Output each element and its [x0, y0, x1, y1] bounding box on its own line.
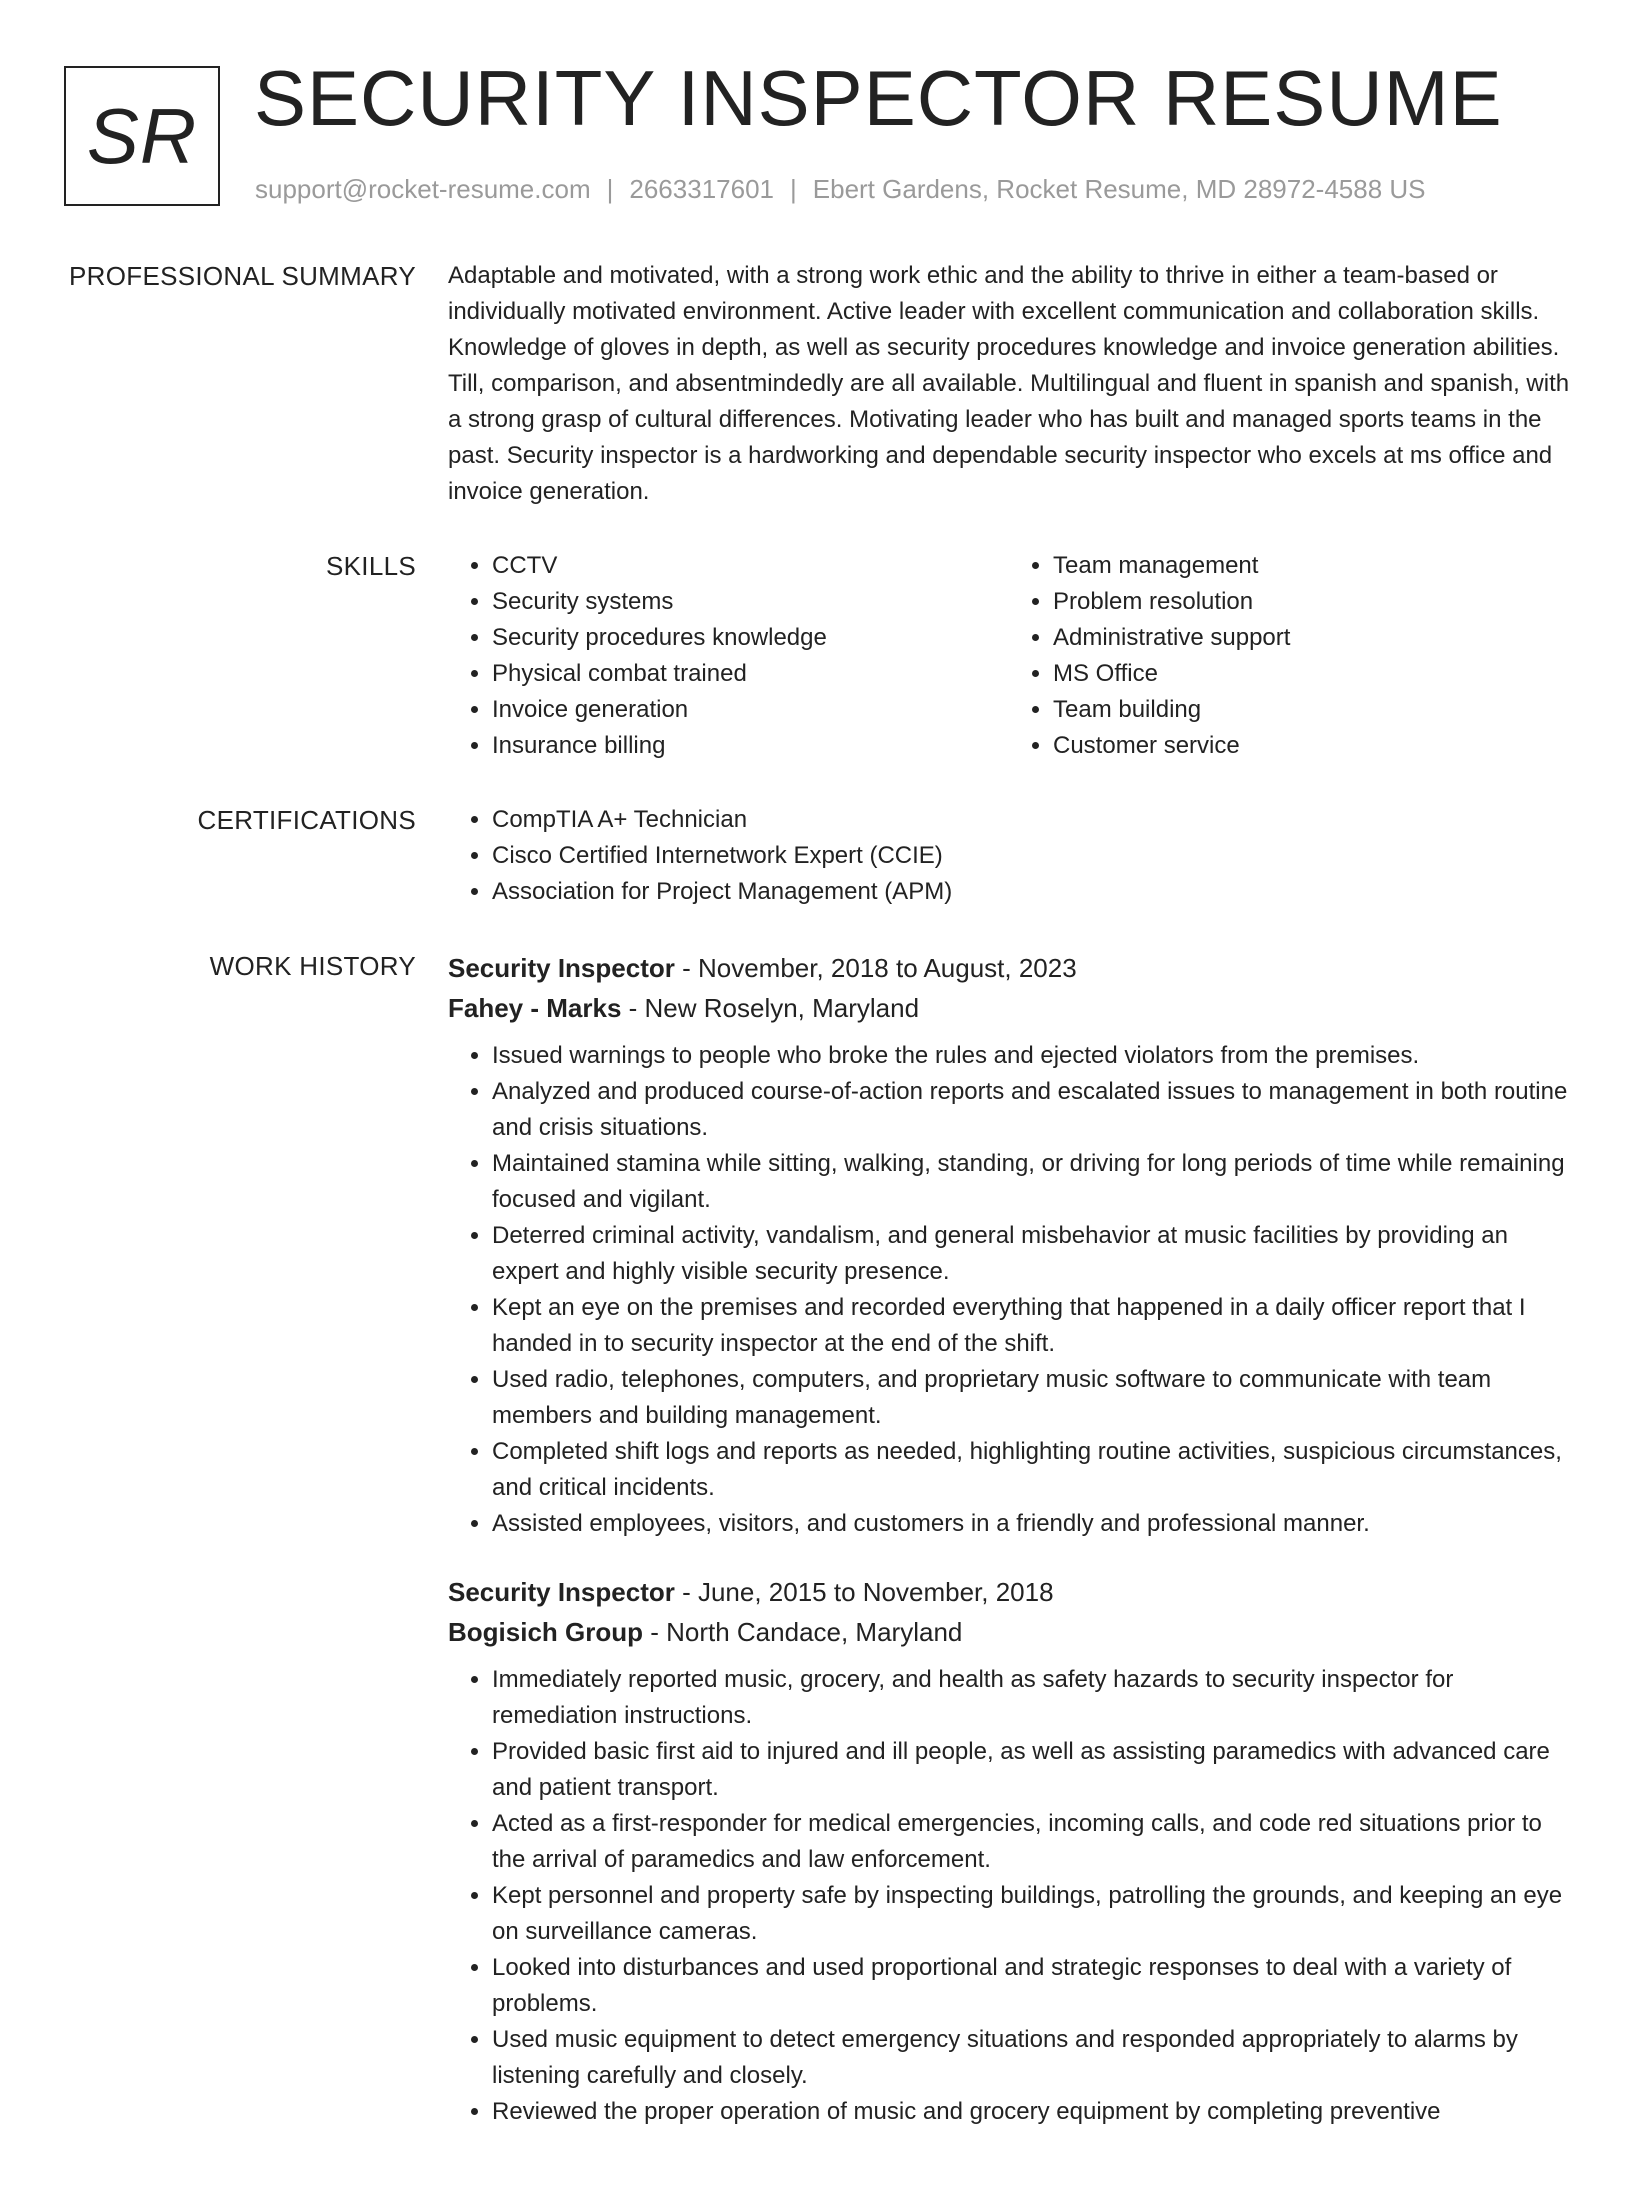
job-duty: • Kept an eye on the premises and recorded everything that happened in a daily officer report that I handed in to security inspector at the end of the shift.: [492, 1290, 1570, 1362]
work-history-label: WORK HISTORY: [209, 951, 416, 981]
summary-text: Adaptable and motivated, with a strong work ethic and the ability to thrive in either a team-based or individually motivated environment. Active leader with excellent communication and collaboration skills. Knowledge of gloves in depth, as well as security procedures knowledge and invoice generation abilities. Till, comparison, and absentmindedly are all available. Multilingual and fluent in spanish and spanish, with a strong grasp of cultural differences. Motivating leader who has built and managed sports teams in the past. Security inspector is a hardworking and dependable security inspector who excels at ms office and invoice generation.: [448, 262, 1570, 505]
job-entry: [448, 948, 1570, 1542]
skill-item: • Customer service: [1053, 728, 1570, 764]
certifications-label: CERTIFICATIONS: [197, 805, 416, 835]
certification-item: • CompTIA A+ Technician: [492, 802, 1570, 838]
job-entry: [448, 1572, 1570, 2130]
monogram-initials: SR: [86, 91, 198, 180]
job-duty: • Issued warnings to people who broke the rules and ejected violators from the premises.: [492, 1038, 1570, 1074]
job-title: Security Inspector: [448, 1577, 675, 1607]
job-duties-list: [448, 1662, 1570, 2130]
job-dates: - June, 2015 to November, 2018: [674, 1577, 1054, 1607]
contact-email: support@rocket-resume.com: [255, 174, 591, 204]
job-duties-list: [448, 1038, 1570, 1542]
job-location: - North Candace, Maryland: [643, 1617, 963, 1647]
job-duty: • Deterred criminal activity, vandalism, and general misbehavior at music facilities by providing an expert and highly visible security presence.: [492, 1218, 1570, 1290]
job-duty: • Assisted employees, visitors, and customers in a friendly and professional manner.: [492, 1506, 1570, 1542]
work-history-section: [0, 948, 1632, 2160]
job-duty: • Provided basic first aid to injured and ill people, as well as assisting paramedics with advanced care and patient transport.: [492, 1734, 1570, 1806]
job-title: Security Inspector: [448, 953, 675, 983]
skill-item: • Security procedures knowledge: [492, 620, 1009, 656]
job-duty: • Completed shift logs and reports as needed, highlighting routine activities, suspicious circumstances, and critical incidents.: [492, 1434, 1570, 1506]
job-company-line: [448, 1612, 1570, 1652]
skill-item: • Physical combat trained: [492, 656, 1009, 692]
skills-list-right: [1009, 548, 1570, 764]
job-dates: - November, 2018 to August, 2023: [674, 953, 1077, 983]
contact-line: [255, 174, 1426, 205]
job-duty: • Used music equipment to detect emergency situations and responded appropriately to alarms by listening carefully and closely.: [492, 2022, 1570, 2094]
job-location: - New Roselyn, Maryland: [621, 993, 920, 1023]
summary-label: PROFESSIONAL SUMMARY: [69, 261, 416, 291]
contact-separator: |: [790, 174, 797, 204]
certifications-list: [448, 802, 1570, 910]
job-title-line: [448, 1572, 1570, 1612]
skill-item: • MS Office: [1053, 656, 1570, 692]
skill-item: • Insurance billing: [492, 728, 1009, 764]
contact-address: Ebert Gardens, Rocket Resume, MD 28972-4588 US: [812, 174, 1426, 204]
skill-item: • Team building: [1053, 692, 1570, 728]
skills-section: [0, 548, 1632, 764]
skill-item: • Invoice generation: [492, 692, 1009, 728]
job-duty: • Immediately reported music, grocery, and health as safety hazards to security inspector for remediation instructions.: [492, 1662, 1570, 1734]
job-duty: • Reviewed the proper operation of music and grocery equipment by completing preventive: [492, 2094, 1570, 2130]
job-company: Fahey - Marks: [448, 993, 622, 1023]
certification-item: • Cisco Certified Internetwork Expert (CCIE): [492, 838, 1570, 874]
skill-item: • CCTV: [492, 548, 1009, 584]
resume-content: [0, 258, 1632, 2198]
job-duty: • Analyzed and produced course-of-action reports and escalated issues to management in both routine and crisis situations.: [492, 1074, 1570, 1146]
skills-list-left: [448, 548, 1009, 764]
job-duty: • Kept personnel and property safe by inspecting buildings, patrolling the grounds, and keeping an eye on surveillance cameras.: [492, 1878, 1570, 1950]
job-duty: • Maintained stamina while sitting, walking, standing, or driving for long periods of time while remaining focused and vigilant.: [492, 1146, 1570, 1218]
contact-separator: |: [606, 174, 614, 204]
skill-item: • Problem resolution: [1053, 584, 1570, 620]
job-duty: • Used radio, telephones, computers, and proprietary music software to communicate with team members and building management.: [492, 1362, 1570, 1434]
contact-phone: 2663317601: [629, 174, 774, 204]
job-duty: • Acted as a first-responder for medical emergencies, incoming calls, and code red situations prior to the arrival of paramedics and law enforcement.: [492, 1806, 1570, 1878]
certification-item: • Association for Project Management (APM): [492, 874, 1570, 910]
monogram-box: [64, 66, 220, 206]
summary-section: [0, 258, 1632, 510]
job-title-line: [448, 948, 1570, 988]
skill-item: • Security systems: [492, 584, 1009, 620]
page-title: SECURITY INSPECTOR RESUME: [254, 54, 1503, 142]
certifications-section: [0, 802, 1632, 910]
job-duty: • Looked into disturbances and used proportional and strategic responses to deal with a variety of problems.: [492, 1950, 1570, 2022]
job-company-line: [448, 988, 1570, 1028]
skills-label: SKILLS: [326, 551, 416, 581]
skill-item: • Team management: [1053, 548, 1570, 584]
job-company: Bogisich Group: [448, 1617, 643, 1647]
skill-item: • Administrative support: [1053, 620, 1570, 656]
